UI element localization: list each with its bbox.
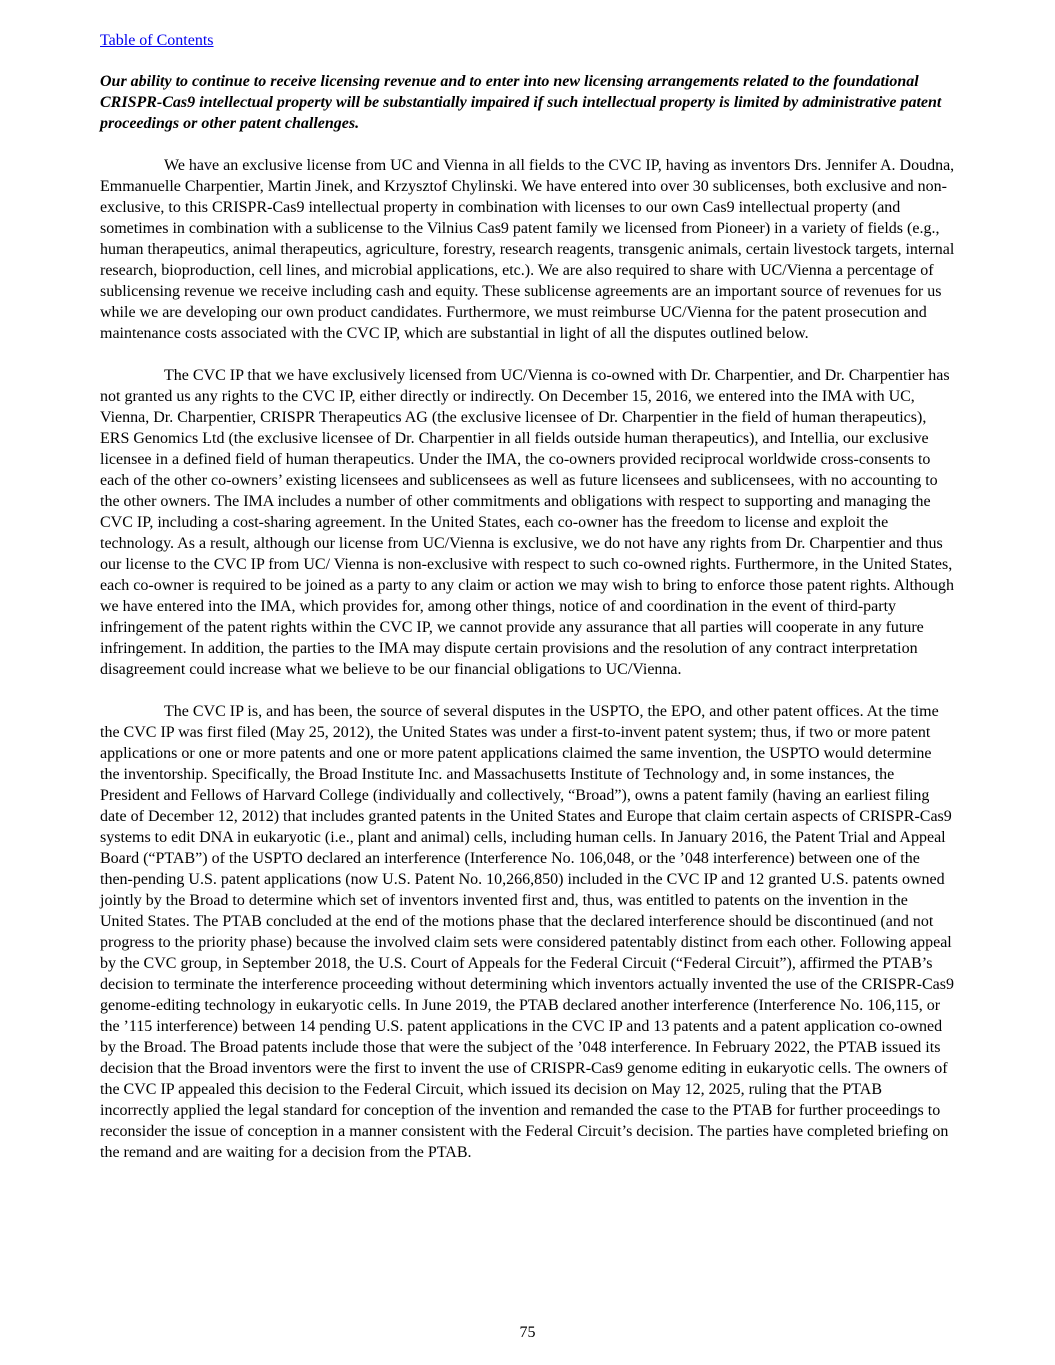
- risk-factor-heading: Our ability to continue to receive licensing revenue and to enter into new licensing arrangements related to the foundational CRISPR-Cas9 intellectual property will be substantially impaired if such intellectual property is limited by administrative patent proceedings or other patent challenges.: [100, 73, 942, 132]
- paragraph-cvc-ip-co-ownership: The CVC IP that we have exclusively licensed from UC/Vienna is co-owned with Dr. Charpentier, and Dr. Charpentier has not granted us any rights to the CVC IP, either directly or indirectly. On December 15, 2016, we entered into the IMA with UC, Vienna, Dr. Charpentier, CRISPR Therapeutics AG (the exclusive licensee of Dr. Charpentier in the field of human therapeutics), ERS Genomics Ltd (the exclusive licensee of Dr. Charpentier in all fields outside human therapeutics), and Intellia, our exclusive licensee in a defined field of human therapeutics. Under the IMA, the co-owners provided reciprocal worldwide cross-consents to each of the other co-owners’ existing licensees and sublicensees as well as future licensees and sublicensees, with no accounting to the other owners. The IMA includes a number of other commitments and obligations with respect to supporting and managing the CVC IP, including a cost-sharing agreement. In the United States, each co-owner has the freedom to license and exploit the technology. As a result, although our license from UC/Vienna is exclusive, we do not have any rights from Dr. Charpentier and thus our license to the CVC IP from UC/ Vienna is non-exclusive with respect to such co-owned rights. Furthermore, in the United States, each co-owner is required to be joined as a party to any claim or action we may wish to bring to enforce those patent rights. Although we have entered into the IMA, which provides for, among other things, notice of and coordination in the event of third-party infringement of the patent rights within the CVC IP, we cannot provide any assurance that all parties will cooperate in any future infringement. In addition, the parties to the IMA may dispute certain provisions and the resolution of any contract interpretation disagreement could increase what we believe to be our financial obligations to UC/Vienna.: [100, 367, 954, 678]
- page-number: 75: [519, 1324, 536, 1341]
- paragraph-licensing-revenue: We have an exclusive license from UC and Vienna in all fields to the CVC IP, having as inventors Drs. Jennifer A. Doudna, Emmanuelle Charpentier, Martin Jinek, and Krzysztof Chylinski. We have entered into over 30 sublicenses, both exclusive and non-exclusive, to this CRISPR-Cas9 intellectual property in combination with licenses to our own Cas9 intellectual property (and sometimes in combination with a sublicense to the Vilnius Cas9 patent family we licensed from Pioneer) in a variety of fields (e.g., human therapeutics, animal therapeutics, agriculture, forestry, research reagents, transgenic animals, certain livestock targets, internal research, bioproduction, cell lines, and microbial applications, etc.). We are also required to share with UC/Vienna a percentage of sublicensing revenue we receive including cash and equity. These sublicense agreements are an important source of revenues for us while we are developing our own product candidates. Furthermore, we must reimburse UC/Vienna for the patent prosecution and maintenance costs associated with the CVC IP, which are substantial in light of all the disputes outlined below.: [100, 157, 955, 342]
- paragraph-patent-disputes: The CVC IP is, and has been, the source of several disputes in the USPTO, the EPO, and other patent offices. At the time the CVC IP was first filed (May 25, 2012), the United States was under a first-to-invent patent system; thus, if two or more patent applications or one or more patents and one or more patent applications claimed the same invention, the USPTO would determine the inventorship. Specifically, the Broad Institute Inc. and Massachusetts Institute of Technology and, in some instances, the President and Fellows of Harvard College (individually and collectively, “Broad”), owns a patent family (having an earliest filing date of December 12, 2012) that includes granted patents in the United States and Europe that claim certain aspects of CRISPR-Cas9 systems to edit DNA in eukaryotic (i.e., plant and animal) cells, including human cells. In January 2016, the Patent Trial and Appeal Board (“PTAB”) of the USPTO declared an interference (Interference No. 106,048, or the ’048 interference) between one of the then-pending U.S. patent applications (now U.S. Patent No. 10,266,850) included in the CVC IP and 12 granted U.S. patents owned jointly by the Broad to determine which set of inventors invented first and, thus, was entitled to patents on the invention in the United States. The PTAB concluded at the end of the motions phase that the declared interference should be discontinued (and not progress to the priority phase) because the involved claim sets were considered patentably distinct from each other. Following appeal by the CVC group, in September 2018, the U.S. Court of Appeals for the Federal Circuit (“Federal Circuit”), affirmed the PTAB’s decision to terminate the interference proceeding without determining which inventors actually invented the use of the CRISPR-Cas9 genome-editing technology in eukaryotic cells. In June 2019, the PTAB declared another interference (Interference No. 106,115, or the ’115 interference) between 14 pending U.S. patent applications in the CVC IP and 13 patents and a patent application co-owned by the Broad. The Broad patents include those that were the subject of the ’048 interference. In February 2022, the PTAB issued its decision that the Broad inventors were the first to invent the use of CRISPR-Cas9 genome editing in eukaryotic cells. The owners of the CVC IP appealed this decision to the Federal Circuit, which issued its decision on May 12, 2025, ruling that the PTAB incorrectly applied the legal standard for conception of the invention and remanded the case to the PTAB for further proceedings to reconsider the issue of conception in a manner consistent with the Federal Circuit’s decision. The parties have completed briefing on the remand and are waiting for a decision from the PTAB.: [100, 703, 954, 1161]
- table-of-contents-link[interactable]: Table of Contents: [100, 32, 214, 49]
